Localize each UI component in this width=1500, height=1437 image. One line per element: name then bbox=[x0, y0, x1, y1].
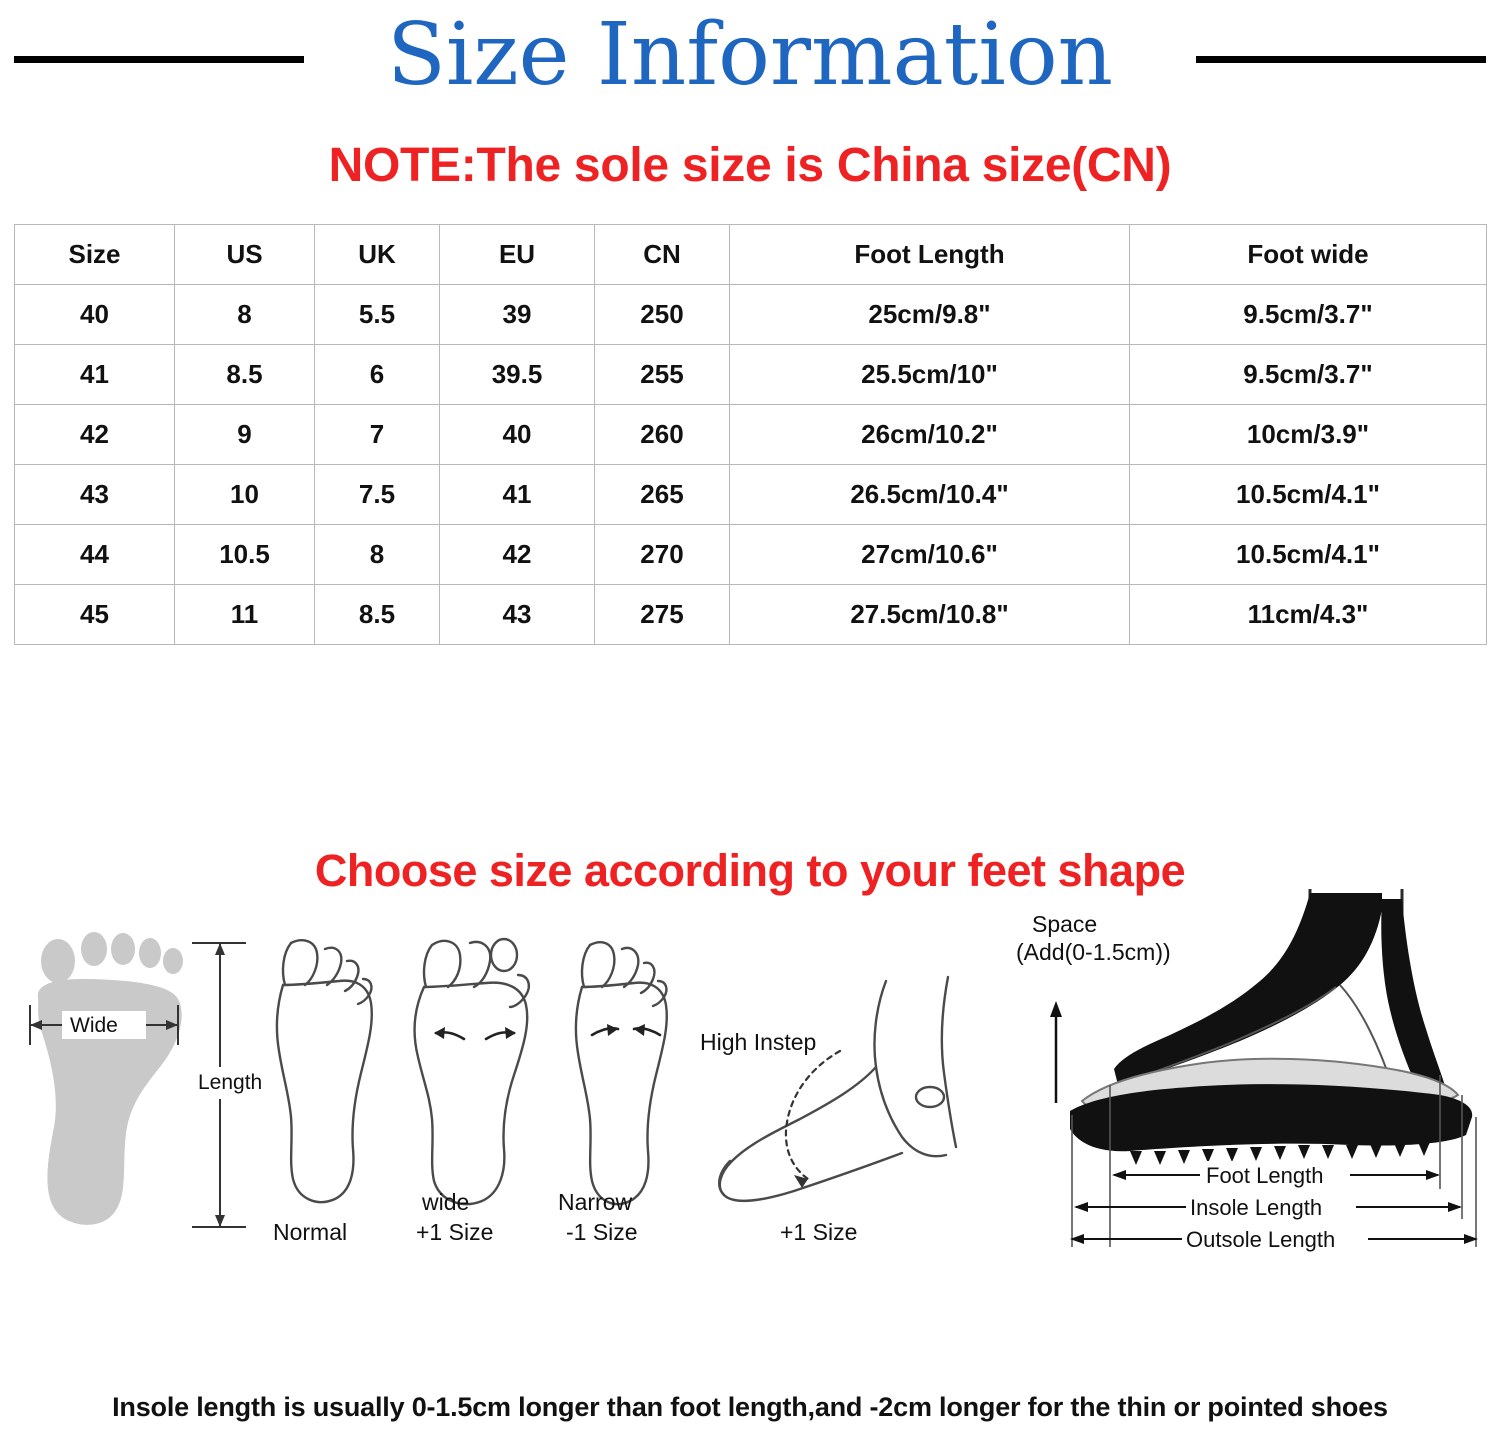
table-cell: 26cm/10.2" bbox=[730, 405, 1130, 465]
table-row bbox=[15, 345, 1487, 405]
table-cell: 44 bbox=[15, 525, 175, 585]
high-instep-size-label: +1 Size bbox=[780, 1219, 858, 1245]
feet-shape-title: Choose size according to your feet shape bbox=[314, 845, 1186, 896]
size-note: NOTE:The sole size is China size(CN) bbox=[328, 139, 1172, 192]
wide-foot-diagram bbox=[400, 927, 550, 1245]
table-cell: 26.5cm/10.4" bbox=[730, 465, 1130, 525]
table-cell: 41 bbox=[440, 465, 595, 525]
page-header bbox=[0, 0, 1500, 110]
table-row bbox=[15, 285, 1487, 345]
table-cell: 275 bbox=[595, 585, 730, 645]
table-cell: 250 bbox=[595, 285, 730, 345]
footer-note: Insole length is usually 0-1.5cm longer than foot length,and -2cm longer for the thin or pointed shoes bbox=[112, 1392, 1388, 1422]
table-cell: 42 bbox=[440, 525, 595, 585]
size-table bbox=[14, 224, 1487, 645]
size-table-wrapper bbox=[14, 224, 1486, 645]
table-header-row bbox=[15, 225, 1487, 285]
high-instep-label: High Instep bbox=[700, 1029, 817, 1055]
table-cell: 27cm/10.6" bbox=[730, 525, 1130, 585]
table-cell: 9.5cm/3.7" bbox=[1130, 345, 1487, 405]
table-cell: 43 bbox=[15, 465, 175, 525]
column-header: EU bbox=[440, 225, 595, 285]
wide-dimension-label: Wide bbox=[70, 1014, 118, 1037]
normal-foot-icon bbox=[255, 927, 395, 1217]
table-row bbox=[15, 585, 1487, 645]
table-cell: 10 bbox=[175, 465, 315, 525]
space-add-label: (Add(0-1.5cm)) bbox=[1016, 939, 1171, 965]
high-instep-icon bbox=[690, 947, 980, 1217]
narrow-foot-icon bbox=[552, 927, 692, 1217]
table-row bbox=[15, 465, 1487, 525]
table-cell: 8.5 bbox=[175, 345, 315, 405]
length-dimension-label: Length bbox=[198, 1071, 263, 1094]
table-cell: 8 bbox=[175, 285, 315, 345]
narrow-foot-label: Narrow bbox=[558, 1189, 633, 1215]
column-header: Foot wide bbox=[1130, 225, 1487, 285]
table-cell: 42 bbox=[15, 405, 175, 465]
table-cell: 7.5 bbox=[315, 465, 440, 525]
wide-foot-label: wide bbox=[422, 1189, 470, 1215]
table-cell: 260 bbox=[595, 405, 730, 465]
column-header: Foot Length bbox=[730, 225, 1130, 285]
table-cell: 40 bbox=[15, 285, 175, 345]
shoe-cross-section-diagram bbox=[1010, 889, 1490, 1269]
column-header: CN bbox=[595, 225, 730, 285]
table-cell: 39.5 bbox=[440, 345, 595, 405]
table-cell: 39 bbox=[440, 285, 595, 345]
table-cell: 45 bbox=[15, 585, 175, 645]
outsole-length-label: Outsole Length bbox=[1186, 1227, 1336, 1252]
table-cell: 40 bbox=[440, 405, 595, 465]
table-row bbox=[15, 405, 1487, 465]
footprint-shape-icon bbox=[10, 927, 263, 1247]
wide-foot-size-label: +1 Size bbox=[416, 1219, 494, 1245]
header-rule-left bbox=[14, 56, 304, 63]
table-cell: 8.5 bbox=[315, 585, 440, 645]
table-cell: 25cm/9.8" bbox=[730, 285, 1130, 345]
table-cell: 27.5cm/10.8" bbox=[730, 585, 1130, 645]
foot-length-label: Foot Length bbox=[1206, 1163, 1324, 1188]
table-cell: 9 bbox=[175, 405, 315, 465]
table-cell: 10cm/3.9" bbox=[1130, 405, 1487, 465]
page-title: Size Information bbox=[369, 7, 1131, 103]
narrow-foot-diagram bbox=[552, 927, 692, 1245]
table-cell: 11cm/4.3" bbox=[1130, 585, 1487, 645]
table-cell: 43 bbox=[440, 585, 595, 645]
column-header: US bbox=[175, 225, 315, 285]
footprint-measure-diagram bbox=[10, 927, 263, 1247]
header-rule-right bbox=[1196, 56, 1486, 63]
table-cell: 10.5cm/4.1" bbox=[1130, 525, 1487, 585]
column-header: UK bbox=[315, 225, 440, 285]
wide-foot-icon bbox=[400, 927, 550, 1217]
insole-length-label: Insole Length bbox=[1190, 1195, 1323, 1220]
column-header: Size bbox=[15, 225, 175, 285]
table-cell: 41 bbox=[15, 345, 175, 405]
table-cell: 10.5cm/4.1" bbox=[1130, 465, 1487, 525]
table-cell: 270 bbox=[595, 525, 730, 585]
table-cell: 7 bbox=[315, 405, 440, 465]
table-cell: 6 bbox=[315, 345, 440, 405]
table-cell: 255 bbox=[595, 345, 730, 405]
table-row bbox=[15, 525, 1487, 585]
feet-shape-diagrams bbox=[0, 911, 1500, 1257]
space-label: Space bbox=[1032, 911, 1098, 937]
narrow-foot-size-label: -1 Size bbox=[566, 1219, 638, 1245]
table-cell: 25.5cm/10" bbox=[730, 345, 1130, 405]
table-cell: 9.5cm/3.7" bbox=[1130, 285, 1487, 345]
table-cell: 265 bbox=[595, 465, 730, 525]
table-cell: 8 bbox=[315, 525, 440, 585]
table-cell: 11 bbox=[175, 585, 315, 645]
normal-foot-label: Normal bbox=[273, 1219, 348, 1245]
normal-foot-diagram bbox=[255, 927, 395, 1245]
table-cell: 10.5 bbox=[175, 525, 315, 585]
table-cell: 5.5 bbox=[315, 285, 440, 345]
high-instep-diagram bbox=[690, 947, 980, 1245]
